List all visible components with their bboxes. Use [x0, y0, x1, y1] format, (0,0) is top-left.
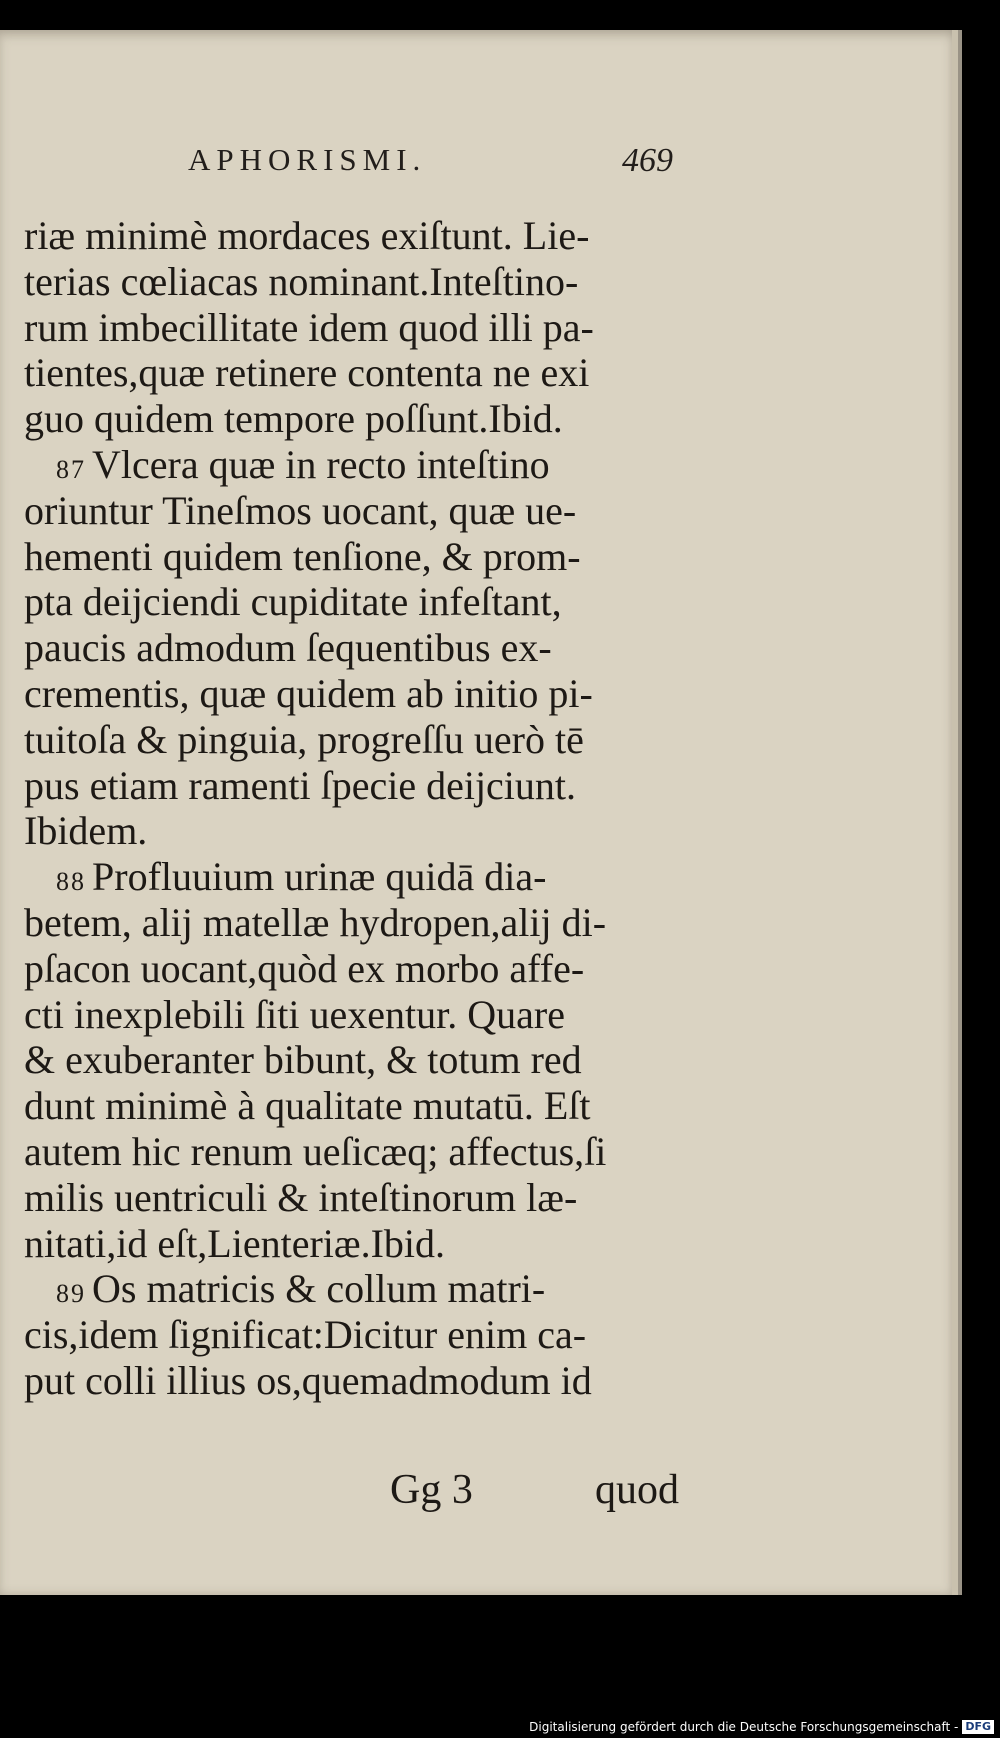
text-line	[24, 1266, 714, 1312]
text-line	[24, 1083, 714, 1129]
body-text	[24, 213, 714, 1404]
text-line	[24, 625, 714, 671]
catchword: quod	[595, 1467, 679, 1513]
text-line	[24, 1221, 714, 1267]
line-text: oriuntur Tineſmos uocant, quæ ue-	[24, 487, 577, 533]
line-text: autem hic renum ueſicæq; affectus,ſi	[24, 1128, 607, 1174]
line-text: Os matricis & collum matri-	[92, 1266, 546, 1312]
text-line	[24, 763, 714, 809]
signature-mark: Gg 3	[390, 1467, 473, 1513]
line-text: pta deijciendi cupiditate infeſtant,	[24, 579, 562, 625]
line-text: rum imbecillitate idem quod illi pa-	[24, 304, 594, 350]
text-line	[24, 396, 714, 442]
line-text: Ibidem.	[24, 808, 148, 854]
text-line	[24, 1037, 714, 1083]
line-text: put colli illius os,quemadmodum id	[24, 1357, 592, 1403]
line-text: cis,idem ſignificat:Dicitur enim ca-	[24, 1312, 587, 1358]
line-text: Profluuium urinæ quidā dia-	[92, 854, 547, 900]
text-line	[24, 213, 714, 259]
text-line	[24, 579, 714, 625]
credit-text: Digitalisierung gefördert durch die Deutsche Forschungsgemeinschaft -	[529, 1720, 959, 1734]
dfg-logo: DFG	[962, 1720, 994, 1734]
line-text: tuitoſa & pinguia, progreſſu uerò tē	[24, 716, 584, 762]
line-text: pus etiam ramenti ſpecie deijciunt.	[24, 762, 577, 808]
digitization-credit	[529, 1716, 994, 1738]
line-text: dunt minimè à qualitate mutatū. Eſt	[24, 1083, 591, 1129]
text-line	[24, 1312, 714, 1358]
line-text: crementis, quæ quidem ab initio pi-	[24, 670, 593, 716]
aphorism-number: 87	[56, 454, 86, 484]
line-text: terias cœliacas nominant.Inteſtino-	[24, 258, 579, 304]
line-text: guo quidem tempore poſſunt.Ibid.	[24, 396, 563, 442]
text-line	[24, 992, 714, 1038]
book-page	[0, 30, 962, 1595]
line-text: Vlcera quæ in recto inteſtino	[92, 441, 550, 487]
line-text: cti inexplebili ſiti uexentur. Quare	[24, 991, 565, 1037]
text-line	[24, 717, 714, 763]
line-text: pſacon uocant,quòd ex morbo affe-	[24, 945, 585, 991]
line-text: nitati,id eſt,Lienteriæ.Ibid.	[24, 1220, 446, 1266]
line-text: & exuberanter bibunt, & totum red	[24, 1037, 582, 1083]
text-line	[24, 671, 714, 717]
aphorism-number: 89	[56, 1279, 86, 1309]
catchline	[0, 1466, 958, 1516]
line-text: hementi quidem tenſione, & prom-	[24, 533, 581, 579]
line-text: tientes,quæ retinere contenta ne exi	[24, 350, 590, 396]
page-header	[0, 142, 958, 202]
text-line	[24, 946, 714, 992]
running-head: APHORISMI.	[188, 142, 427, 177]
text-line	[24, 534, 714, 580]
line-text: milis uentriculi & inteſtinorum læ-	[24, 1174, 578, 1220]
text-line	[24, 1129, 714, 1175]
text-line	[24, 808, 714, 854]
aphorism-number: 88	[56, 867, 86, 897]
text-line	[24, 900, 714, 946]
text-line	[24, 854, 714, 900]
text-line	[24, 1358, 714, 1404]
text-line	[24, 350, 714, 396]
text-line	[24, 442, 714, 488]
line-text: paucis admodum ſequentibus ex-	[24, 625, 552, 671]
text-line	[24, 1175, 714, 1221]
text-line	[24, 305, 714, 351]
line-text: betem, alij matellæ hydropen,alij di-	[24, 899, 607, 945]
page-number: 469	[622, 142, 673, 179]
line-text: riæ minimè mordaces exiſtunt. Lie-	[24, 213, 590, 258]
text-line	[24, 488, 714, 534]
text-line	[24, 259, 714, 305]
